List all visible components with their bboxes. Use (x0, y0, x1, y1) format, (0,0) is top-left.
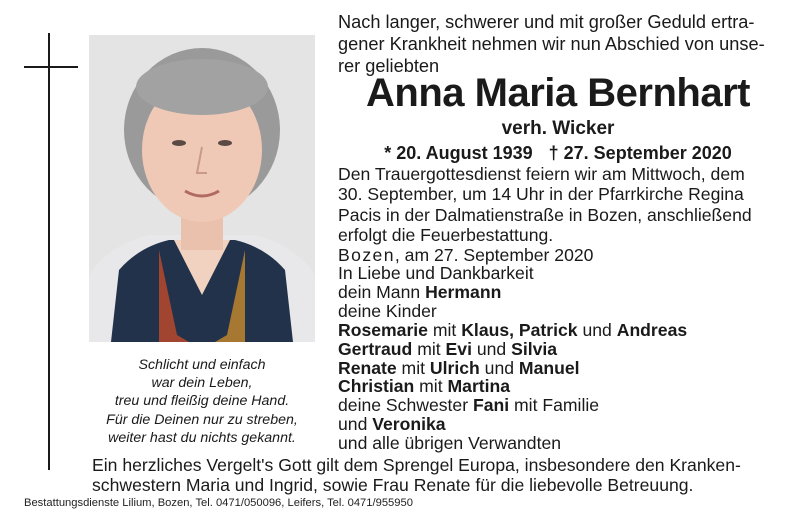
mourner-row (338, 340, 783, 359)
relation-label: deine Schwester (338, 395, 473, 416)
married-name: verh. Wicker (501, 118, 615, 139)
mourner-row (338, 377, 783, 396)
mourners-intro: In Liebe und Dankbarkeit (338, 263, 534, 283)
mourners-list (338, 264, 783, 453)
intro-line: Nach langer, schwerer und mit großer Geduld ertra- (338, 12, 755, 32)
poem-line: Schlicht und einfach (138, 357, 266, 373)
connector: mit (414, 376, 448, 397)
mourner-name: Christian (338, 376, 415, 397)
mourner-name: Rosemarie (338, 319, 428, 340)
place: Bozen (338, 245, 395, 266)
connector: mit (427, 319, 462, 340)
mourner-name: Hermann (425, 281, 502, 302)
mourner-row (338, 396, 783, 415)
intro-line: rer geliebten (338, 56, 440, 76)
mourner-name: Veronika (372, 414, 446, 435)
mourner-name: Fani (472, 395, 510, 416)
poem-line: treu und fleißig deine Hand. (114, 393, 290, 410)
intro-text (338, 11, 778, 77)
birth-date: * 20. August 1939 (384, 143, 533, 163)
date-text: , am 27. September 2020 (394, 245, 594, 266)
thanks-text (92, 456, 792, 495)
connector: und (471, 338, 512, 359)
service-line: erfolgt die Feuerbestattung. (338, 224, 554, 245)
children-label: deine Kinder (338, 300, 437, 321)
connector: mit (412, 338, 446, 359)
deceased-name: Anna Maria Bernhart (366, 71, 750, 115)
poem (94, 356, 310, 447)
life-dates (338, 142, 778, 164)
death-date: † 27. September 2020 (548, 143, 732, 163)
connector: mit Familie (509, 395, 600, 416)
thanks-line: Ein herzliches Vergelt's Gott gilt dem Sprengel Europa, insbesondere den Kranken- (92, 455, 741, 475)
poem-line: Für die Deinen nur zu streben, (106, 411, 298, 428)
relatives-line: und alle übrigen Verwandten (338, 433, 562, 454)
relation-label: dein Mann (338, 281, 426, 302)
connector: und (577, 319, 617, 340)
cross-icon (48, 33, 50, 470)
mourner-row (338, 283, 783, 302)
connector: mit (396, 357, 430, 378)
mourner-name: Evi (445, 338, 472, 359)
intro-line: gener Krankheit nehmen wir nun Abschied von unse- (338, 34, 765, 54)
mourner-name: Manuel (518, 357, 580, 378)
poem-line: war dein Leben, (151, 375, 253, 392)
mourner-row (338, 415, 783, 434)
service-line: Den Trauergottesdienst feiern wir am Mittwoch, dem (338, 164, 745, 184)
mourner-name: Andreas (616, 319, 688, 340)
mourner-row (338, 359, 783, 378)
mourner-name: Silvia (511, 338, 558, 359)
poem-line: weiter hast du nichts gekannt. (108, 429, 296, 446)
thanks-line: schwestern Maria und Ingrid, sowie Frau Renate für die liebevolle Betreuung. (92, 474, 694, 495)
mourner-name: Klaus, Patrick (461, 319, 578, 340)
mourner-name: Martina (447, 376, 511, 397)
cross-icon-bar (24, 66, 78, 68)
mourner-name: Renate (338, 357, 397, 378)
mourner-name: Gertraud (338, 338, 413, 359)
funeral-service-footer: Bestattungsdienste Lilium, Bozen, Tel. 0471/050096, Leifers, Tel. 0471/955950 (24, 497, 413, 509)
mourner-name: Ulrich (429, 357, 480, 378)
connector: und (479, 357, 519, 378)
service-info (338, 164, 783, 265)
service-line: 30. September, um 14 Uhr in der Pfarrkirche Regina (338, 184, 744, 205)
connector: und (338, 414, 373, 435)
mourner-row (338, 321, 783, 340)
service-line: Pacis in der Dalmatienstraße in Bozen, anschließend (338, 204, 752, 225)
portrait-photo (89, 35, 315, 342)
